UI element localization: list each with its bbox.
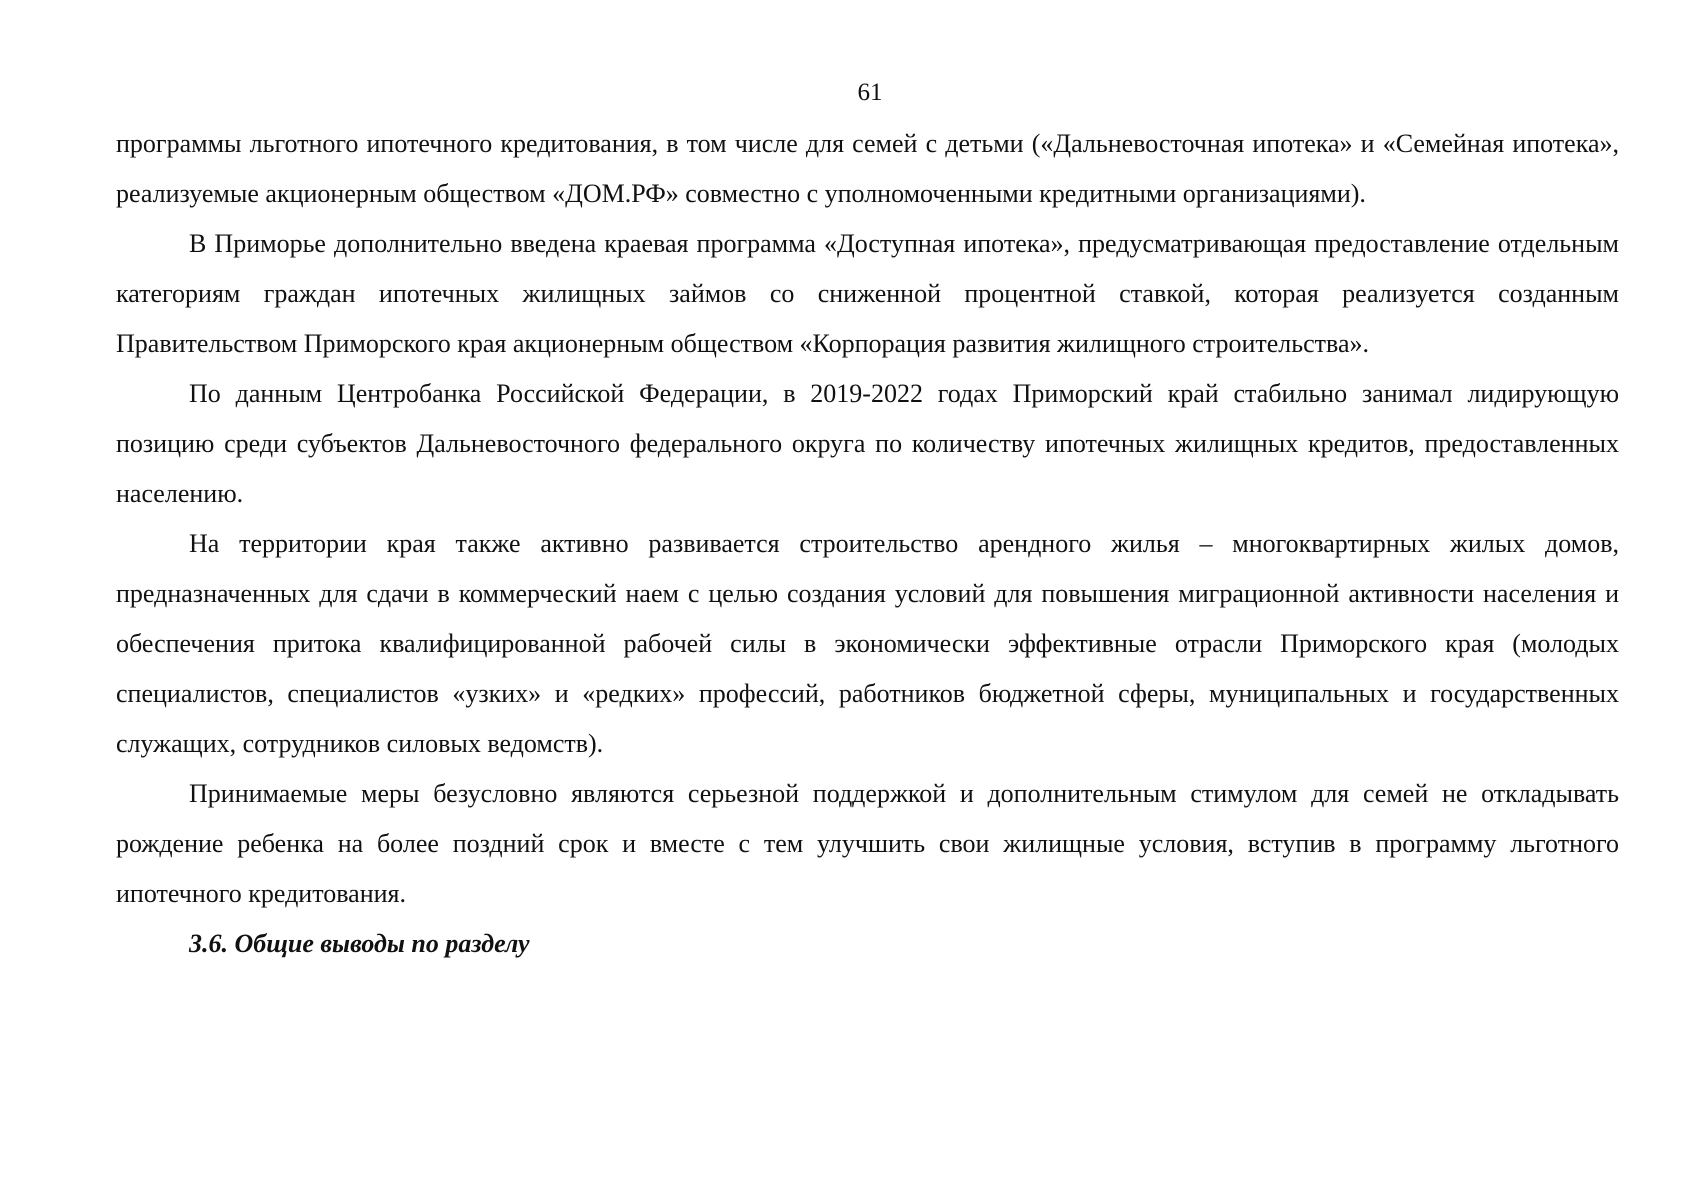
paragraph-dostupnaya-ipoteka: В Приморье дополнительно введена краевая программа «Доступная ипотека», предусматривающая предоставление отдельным категориям граждан ипотечных жилищных займов со сниженной процентной ставкой, которая реализуется созданным Правительством Приморского края акционерным обществом «Корпорация развития жилищного строительства».: [116, 229, 1619, 358]
paragraph-centrobank-data: По данным Центробанка Российской Федерации, в 2019-2022 годах Приморский край стабильно занимал лидирующую позицию среди субъектов Дальневосточного федерального округа по количеству ипотечных жилищных кредитов, предоставленных населению.: [116, 379, 1619, 508]
paragraph-continuation: программы льготного ипотечного кредитования, в том числе для семей с детьми («Дальневосточная ипотека» и «Семейная ипотека», реализуемые акционерным обществом «ДОМ.РФ» совместно с уполномоченными кредитными организациями).: [116, 129, 1619, 208]
paragraph-rental-housing: На территории края также активно развивается строительство арендного жилья – многоквартирных жилых домов, предназначенных для сдачи в коммерческий наем с целью создания условий для повышения миграционной активности населения и обеспечения притока квалифицированной рабочей силы в экономически эффективные отрасли Приморского края (молодых специалистов, специалистов «узких» и «редких» профессий, работников бюджетной сферы, муниципальных и государственных служащих, сотрудников силовых ведомств).: [116, 529, 1619, 758]
page-number: 61: [857, 79, 883, 106]
section-heading: 3.6. Общие выводы по разделу: [189, 929, 530, 958]
paragraph-measures: Принимаемые меры безусловно являются серьезной поддержкой и дополнительным стимулом для семей не откладывать рождение ребенка на более поздний срок и вместе с тем улучшить свои жилищные условия, вступив в программу льготного ипотечного кредитования.: [116, 779, 1619, 908]
document-body: [116, 119, 1619, 969]
